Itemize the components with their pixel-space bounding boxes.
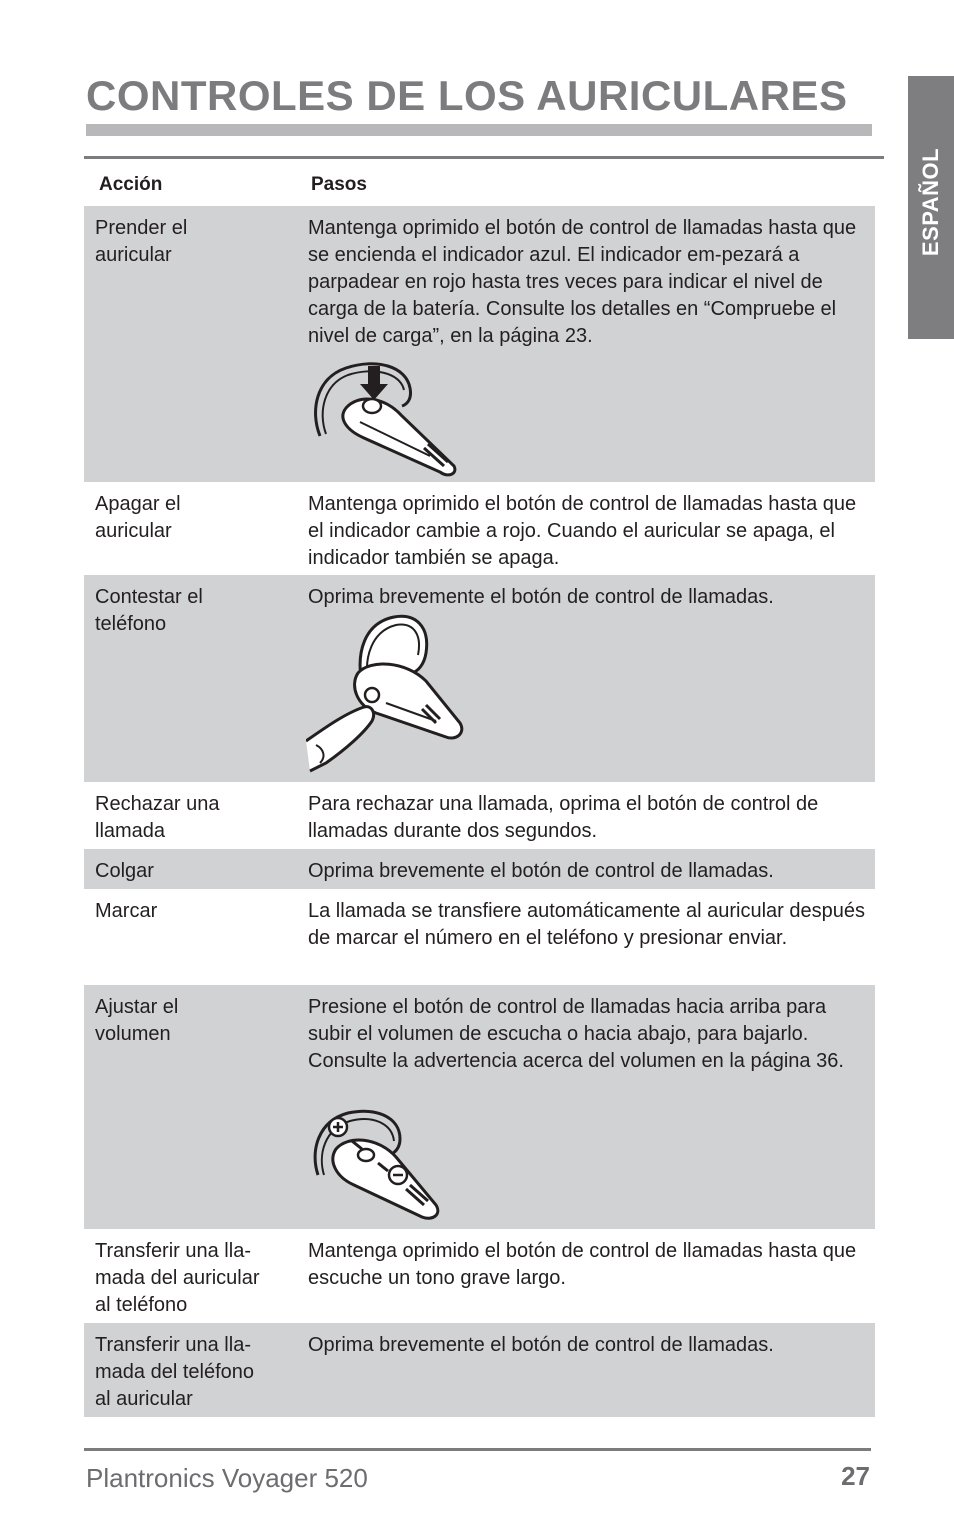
row-action: Colgar xyxy=(95,860,154,882)
footer-rule xyxy=(84,1448,871,1451)
table-row xyxy=(84,985,875,1229)
header-action: Acción xyxy=(99,174,163,195)
footer-product-name: Plantronics Voyager 520 xyxy=(86,1463,368,1493)
table-row xyxy=(84,1229,875,1323)
row-action: Transferir una lla- mada del teléfono al auricular xyxy=(95,1334,255,1410)
row-action: Apagar el auricular xyxy=(95,493,181,542)
table-row xyxy=(84,849,875,889)
row-steps: La llamada se transfiere automáticamente al auricular después de marcar el número en el teléfono y presionar enviar. xyxy=(308,900,865,949)
headset-press-button-icon xyxy=(306,356,466,478)
controls-table xyxy=(84,156,884,1417)
row-action: Prender el auricular xyxy=(95,217,188,266)
row-steps: Presione el botón de control de llamadas hacia arriba para subir el volumen de escucha o hacia abajo, para bajarlo. Consulte la advertencia acerca del volumen en la página 36. xyxy=(308,996,844,1072)
table-row xyxy=(84,889,875,985)
row-steps: Mantenga oprimido el botón de control de llamadas hasta que escuche un tono grave largo. xyxy=(308,1240,857,1289)
row-steps: Mantenga oprimido el botón de control de llamadas hasta que se encienda el indicador azul. El indicador em-pezará a parpadear en rojo hasta tres veces para indicar el nivel de carga de la batería. Consulte los detalles en “Compruebe el nivel de carga”, en la página 23. xyxy=(308,217,857,347)
headset-volume-icon xyxy=(306,1105,446,1221)
page-number: 27 xyxy=(841,1461,870,1491)
title-underline xyxy=(86,124,872,136)
table-row xyxy=(84,1323,875,1417)
header-steps: Pasos xyxy=(311,174,367,195)
row-steps: Oprima brevemente el botón de control de llamadas. xyxy=(308,586,774,608)
row-steps: Oprima brevemente el botón de control de llamadas. xyxy=(308,1334,774,1356)
table-header xyxy=(84,159,884,206)
page-title: CONTROLES DE LOS AURICULARES xyxy=(86,72,848,119)
row-action: Rechazar una llamada xyxy=(95,793,220,842)
row-action: Transferir una lla- mada del auricular al teléfono xyxy=(95,1240,260,1316)
row-steps: Oprima brevemente el botón de control de llamadas. xyxy=(308,860,774,882)
row-action: Ajustar el volumen xyxy=(95,996,179,1045)
table-row xyxy=(84,206,875,482)
table-row xyxy=(84,482,875,575)
row-steps: Mantenga oprimido el botón de control de llamadas hasta que el indicador cambie a rojo. Cuando el auricular se apaga, el indicador también se apaga. xyxy=(308,493,857,569)
headset-finger-press-icon xyxy=(306,613,471,773)
language-tab xyxy=(908,76,954,339)
row-action: Marcar xyxy=(95,900,158,922)
language-tab-label: ESPAÑOL xyxy=(918,147,943,257)
row-steps: Para rechazar una llamada, oprima el botón de control de llamadas durante dos segundos. xyxy=(308,793,819,842)
table-row xyxy=(84,782,875,849)
row-action: Contestar el teléfono xyxy=(95,586,203,635)
table-row xyxy=(84,575,875,782)
